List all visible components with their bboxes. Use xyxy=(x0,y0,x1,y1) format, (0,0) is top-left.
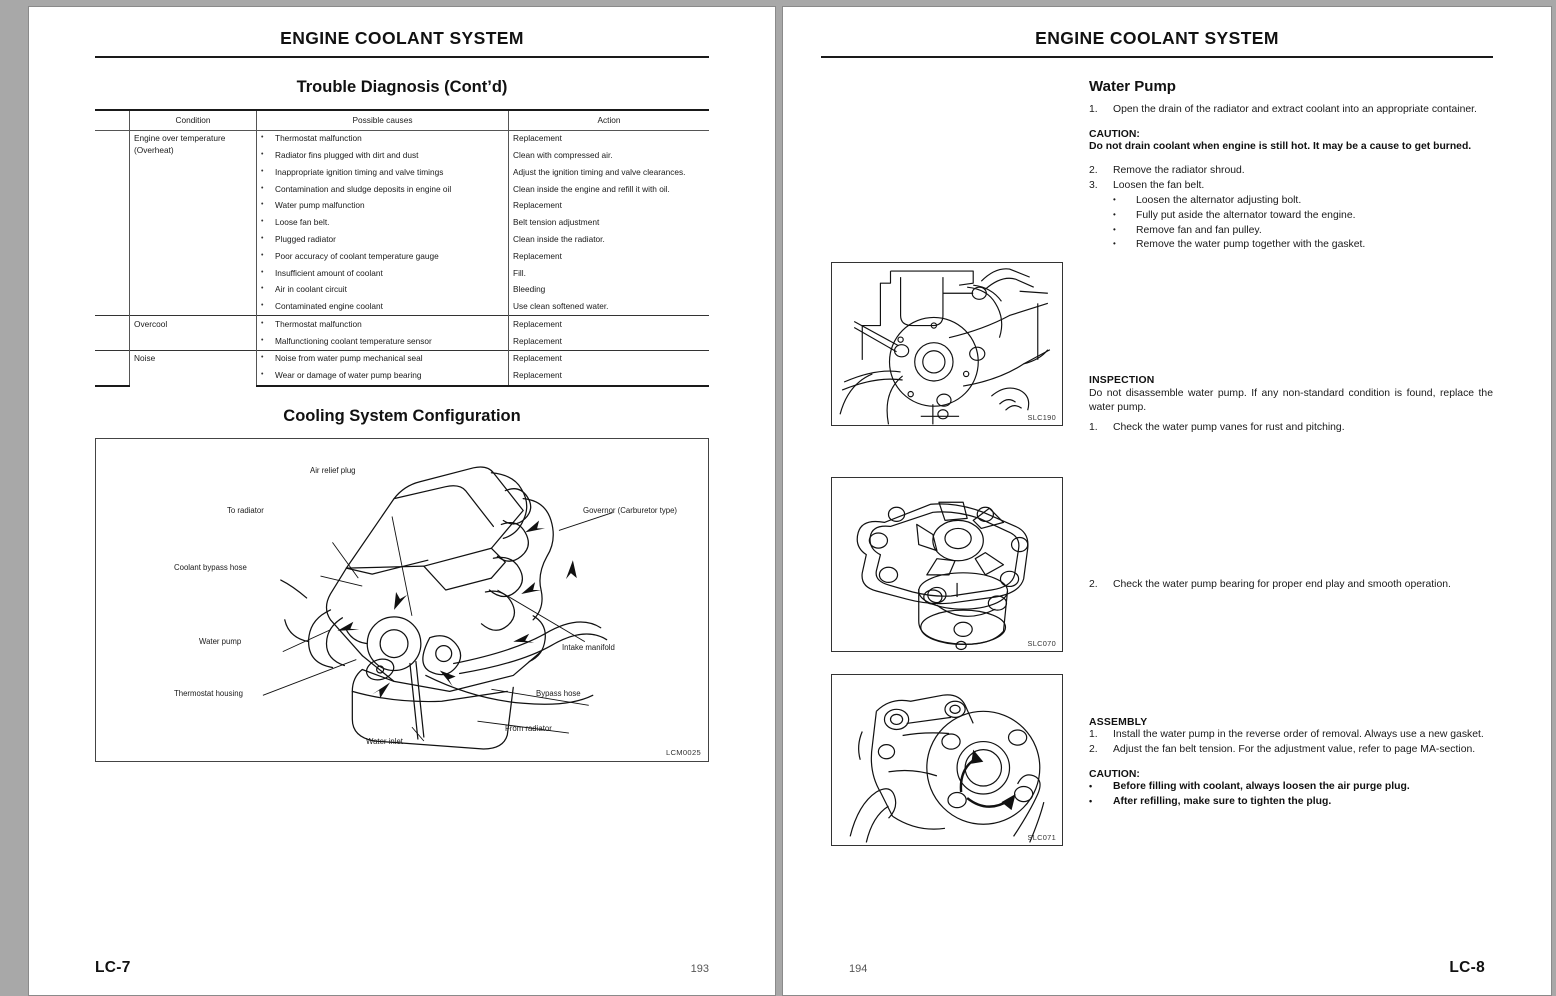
row-spacer-cell xyxy=(95,299,130,316)
figure-id-slc070: SLC070 xyxy=(1027,639,1056,648)
figure-id: LCM0025 xyxy=(665,747,701,757)
step-text: Install the water pump in the reverse order of removal. Always use a new gasket. xyxy=(1113,728,1484,740)
table-header-row xyxy=(95,110,709,130)
figure-label-water-inlet: Water inlet xyxy=(366,736,403,746)
step-number: 2. xyxy=(1089,164,1098,176)
step-number: 1. xyxy=(1089,421,1098,433)
bullet-item xyxy=(1089,795,1493,810)
cell-possible-cause: • Plugged radiator xyxy=(257,231,509,248)
list-bullet-icon: • xyxy=(261,285,264,293)
row-spacer-cell xyxy=(95,181,130,198)
bullet-text: Loosen the alternator adjusting bolt. xyxy=(1136,194,1302,206)
bullet-item xyxy=(1113,238,1493,253)
folio-right: LC-8 xyxy=(1449,959,1485,976)
list-bullet-icon: • xyxy=(261,319,264,327)
cell-condition: Engine over temperature (Overheat) xyxy=(130,130,257,316)
list-bullet-icon: • xyxy=(1113,194,1116,204)
cell-action: Replacement xyxy=(509,350,710,367)
figure-slc070 xyxy=(831,477,1063,652)
cell-action: Replacement xyxy=(509,368,710,386)
assembly-heading: ASSEMBLY xyxy=(1089,716,1148,728)
cell-action: Replacement xyxy=(509,198,710,215)
inspection-step-1 xyxy=(1089,421,1493,435)
table-row xyxy=(95,350,709,367)
bullet-text: Before filling with coolant, always loosen the air purge plug. xyxy=(1113,780,1410,792)
page-header-title: ENGINE COOLANT SYSTEM xyxy=(280,28,524,48)
cell-possible-cause: • Inappropriate ignition timing and valve timings xyxy=(257,164,509,181)
page-number-right: 194 xyxy=(849,963,868,975)
row-spacer-cell xyxy=(95,368,130,386)
list-bullet-icon: • xyxy=(261,251,264,259)
figure-label-air-relief-plug: Air relief plug xyxy=(310,465,356,475)
bullet-text: After refilling, make sure to tighten the plug. xyxy=(1113,795,1332,807)
caution-1-body: Do not drain coolant when engine is still hot. It may be a cause to get burned. xyxy=(1089,141,1472,153)
numbered-step xyxy=(1089,103,1493,117)
cell-possible-cause: • Loose fan belt. xyxy=(257,215,509,232)
row-spacer-cell xyxy=(95,265,130,282)
inspection-step-2 xyxy=(1089,578,1493,592)
header-divider xyxy=(95,56,709,58)
step-number: 2. xyxy=(1089,578,1098,590)
cell-possible-cause: • Thermostat malfunction xyxy=(257,130,509,147)
text-column xyxy=(1089,58,1493,809)
bullet-text: Remove fan and fan pulley. xyxy=(1136,224,1262,236)
step-text: Check the water pump vanes for rust and pitching. xyxy=(1113,421,1345,433)
cell-possible-cause: • Thermostat malfunction xyxy=(257,316,509,333)
numbered-step xyxy=(1089,743,1493,757)
step-text: Loosen the fan belt. xyxy=(1113,179,1205,191)
bullet-item xyxy=(1113,209,1493,224)
list-bullet-icon: • xyxy=(261,201,264,209)
cell-possible-cause: • Contamination and sludge deposits in engine oil xyxy=(257,181,509,198)
cell-action: Adjust the ignition timing and valve clearances. xyxy=(509,164,710,181)
footer-right xyxy=(783,959,1551,977)
table-spacer-cell xyxy=(95,110,130,130)
caution-2-heading: CAUTION: xyxy=(1089,768,1140,780)
figure-slc190 xyxy=(831,262,1063,426)
row-spacer-cell xyxy=(95,148,130,165)
cell-action: Clean with compressed air. xyxy=(509,148,710,165)
list-bullet-icon: • xyxy=(261,234,264,242)
cell-possible-cause: • Air in coolant circuit xyxy=(257,282,509,299)
page-right xyxy=(782,6,1552,996)
list-bullet-icon: • xyxy=(261,167,264,175)
figure-slc071 xyxy=(831,674,1063,846)
step-text: Open the drain of the radiator and extract coolant into an appropriate container. xyxy=(1113,104,1477,115)
removal-steps-1 xyxy=(1089,103,1493,117)
row-spacer-cell xyxy=(95,231,130,248)
right-page-body xyxy=(783,58,1551,938)
table-head xyxy=(95,110,709,130)
cell-condition: Overcool xyxy=(130,316,257,351)
assembly-steps xyxy=(1089,728,1493,757)
list-bullet-icon: • xyxy=(1089,795,1093,806)
list-bullet-icon: • xyxy=(261,354,264,362)
bullet-item xyxy=(1113,194,1493,209)
list-bullet-icon: • xyxy=(1113,224,1116,234)
figure-id-slc190: SLC190 xyxy=(1027,413,1056,422)
footer-left xyxy=(29,959,775,977)
figure-label-intake-manifold: Intake manifold xyxy=(562,642,615,652)
removal-sub-bullets xyxy=(1089,194,1493,253)
page-number-left: 193 xyxy=(690,963,709,975)
cell-action: Replacement xyxy=(509,316,710,333)
cell-action: Bleeding xyxy=(509,282,710,299)
step-number: 1. xyxy=(1089,728,1098,740)
list-bullet-icon: • xyxy=(261,134,264,142)
cell-possible-cause: • Contaminated engine coolant xyxy=(257,299,509,316)
cell-possible-cause: • Poor accuracy of coolant temperature gauge xyxy=(257,248,509,265)
row-spacer-cell xyxy=(95,333,130,350)
row-spacer-cell xyxy=(95,198,130,215)
list-bullet-icon: • xyxy=(261,371,264,379)
table-row xyxy=(95,316,709,333)
step-text: Adjust the fan belt tension. For the adjustment value, refer to page MA-section. xyxy=(1113,743,1476,755)
cell-action: Clean inside the radiator. xyxy=(509,231,710,248)
row-spacer-cell xyxy=(95,215,130,232)
step-text: Check the water pump bearing for proper end play and smooth operation. xyxy=(1113,578,1451,590)
step-number: 2. xyxy=(1089,743,1098,755)
figure-label-from-radiator: From radiator xyxy=(505,723,552,733)
folio-left: LC-7 xyxy=(95,959,131,976)
cell-possible-cause: • Malfunctioning coolant temperature sensor xyxy=(257,333,509,350)
col-header-causes: Possible causes xyxy=(257,110,509,130)
cell-action: Replacement xyxy=(509,248,710,265)
list-bullet-icon: • xyxy=(1113,239,1116,249)
list-bullet-icon: • xyxy=(261,302,264,310)
bullet-text: Remove the water pump together with the gasket. xyxy=(1136,239,1366,251)
inspection-body: Do not disassemble water pump. If any non-standard condition is found, replace the water pump. xyxy=(1089,388,1493,413)
list-bullet-icon: • xyxy=(261,218,264,226)
row-spacer-cell xyxy=(95,248,130,265)
cell-possible-cause: • Wear or damage of water pump bearing xyxy=(257,368,509,386)
list-bullet-icon: • xyxy=(261,268,264,276)
water-pump-title: Water Pump xyxy=(1089,78,1176,95)
numbered-step xyxy=(1089,578,1493,592)
bullet-item xyxy=(1113,224,1493,239)
section-title: Trouble Diagnosis (Cont’d) xyxy=(296,78,508,96)
step-text: Remove the radiator shroud. xyxy=(1113,164,1245,176)
cell-condition: Noise xyxy=(130,350,257,385)
cell-possible-cause: • Insufficient amount of coolant xyxy=(257,265,509,282)
trouble-diagnosis-table xyxy=(95,109,709,387)
caution-2-bullets xyxy=(1089,780,1493,810)
table-row xyxy=(95,130,709,147)
water-pump-bearing-check-drawing xyxy=(832,675,1062,846)
numbered-step xyxy=(1089,421,1493,435)
inspection-heading: INSPECTION xyxy=(1089,375,1155,387)
cell-action: Clean inside the engine and refill it with oil. xyxy=(509,181,710,198)
figure-label-thermostat-housing: Thermostat housing xyxy=(174,688,243,698)
numbered-step xyxy=(1089,728,1493,742)
engine-front-drawing xyxy=(832,263,1062,426)
cell-possible-cause: • Water pump malfunction xyxy=(257,198,509,215)
figure-label-water-pump: Water pump xyxy=(199,636,242,646)
water-pump-vanes-drawing xyxy=(832,478,1062,653)
figure-column xyxy=(831,58,1063,846)
list-bullet-icon: • xyxy=(261,184,264,192)
figure-label-to-radiator: To radiator xyxy=(227,505,264,515)
cell-action: Replacement xyxy=(509,333,710,350)
list-bullet-icon: • xyxy=(261,151,264,159)
figure-label-governor: Governor (Carburetor type) xyxy=(583,505,678,515)
row-spacer-cell xyxy=(95,282,130,299)
row-spacer-cell xyxy=(95,316,130,333)
page-left xyxy=(28,6,776,996)
removal-steps-2 xyxy=(1089,164,1493,193)
cell-action: Fill. xyxy=(509,265,710,282)
caution-1-heading: CAUTION: xyxy=(1089,129,1140,141)
cell-action: Replacement xyxy=(509,130,710,147)
figure-id-slc071: SLC071 xyxy=(1027,833,1056,842)
figure-section-title: Cooling System Configuration xyxy=(283,406,521,425)
list-bullet-icon: • xyxy=(1113,209,1116,219)
table-body xyxy=(95,130,709,385)
figure-label-bypass-hose: Bypass hose xyxy=(536,688,581,698)
cooling-system-drawing xyxy=(96,439,708,759)
cooling-system-figure xyxy=(95,438,709,762)
bullet-item xyxy=(1089,780,1493,795)
cell-possible-cause: • Radiator fins plugged with dirt and dust xyxy=(257,148,509,165)
step-number: 1. xyxy=(1089,104,1098,115)
row-spacer-cell xyxy=(95,130,130,147)
numbered-step xyxy=(1089,164,1493,178)
col-header-condition: Condition xyxy=(130,110,257,130)
bullet-text: Fully put aside the alternator toward the engine. xyxy=(1136,209,1356,221)
list-bullet-icon: • xyxy=(261,336,264,344)
page-header-title-right: ENGINE COOLANT SYSTEM xyxy=(1035,28,1279,48)
numbered-step xyxy=(1089,179,1493,193)
figure-label-coolant-bypass-hose: Coolant bypass hose xyxy=(174,562,247,572)
cell-action: Belt tension adjustment xyxy=(509,215,710,232)
list-bullet-icon: • xyxy=(1089,780,1093,791)
cell-possible-cause: • Noise from water pump mechanical seal xyxy=(257,350,509,367)
row-spacer-cell xyxy=(95,350,130,367)
row-spacer-cell xyxy=(95,164,130,181)
cell-action: Use clean softened water. xyxy=(509,299,710,316)
step-number: 3. xyxy=(1089,179,1098,191)
col-header-action: Action xyxy=(509,110,710,130)
